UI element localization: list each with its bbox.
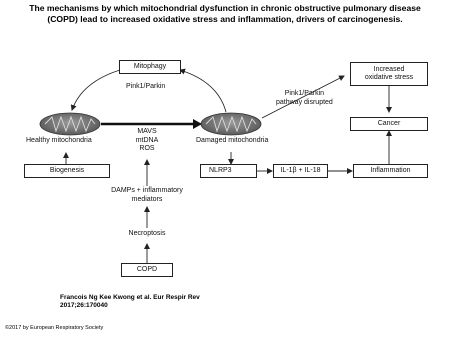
citation-line-2: 2017;26:170040 xyxy=(60,302,108,309)
title-line-1: The mechanisms by which mitochondrial dysfunction in chronic obstructive pulmonary disease xyxy=(29,3,421,13)
damps-label xyxy=(104,187,190,204)
damaged-mitochondria-label: Damaged mitochondria xyxy=(196,137,269,144)
arrow-damaged-to-mitophagy xyxy=(180,70,226,112)
copyright-notice: ©2017 by European Respiratory Society xyxy=(5,325,104,331)
mavs-label-group xyxy=(128,128,166,154)
damaged-mitochondrion-icon xyxy=(201,113,261,135)
damps-line-1: DAMPs + inflammatory xyxy=(111,187,183,194)
ros-label: ROS xyxy=(139,145,155,152)
pathway-disrupted-line-2: pathway disrupted xyxy=(276,98,333,106)
pink1-parkin-label: Pink1/Parkin xyxy=(126,83,166,90)
mavs-label: MAVS xyxy=(137,128,157,135)
nlrp3-box: NLRP3 xyxy=(200,164,257,178)
oxidative-stress-line-1: Increased xyxy=(373,65,405,73)
mtdna-label: mtDNA xyxy=(135,136,159,144)
citation xyxy=(60,294,200,310)
pathway-disrupted-label xyxy=(276,90,333,107)
arrow-mitophagy-to-healthy xyxy=(72,70,120,110)
copd-box: COPD xyxy=(121,263,173,277)
healthy-mitochondrion-icon xyxy=(40,113,100,135)
citation-line-1: Francois Ng Kee Kwong et al. Eur Respir Rev xyxy=(60,294,200,301)
title-line-2: (COPD) lead to increased oxidative stress and inflammation, drivers of carcinogenesis. xyxy=(47,13,403,24)
oxidative-stress-line-2: oxidative stress xyxy=(364,74,414,81)
oxidative-stress-box xyxy=(350,62,428,86)
arrowhead-healthy-to-damaged xyxy=(193,119,202,129)
mitophagy-box: Mitophagy xyxy=(119,60,181,74)
biogenesis-box: Biogenesis xyxy=(24,164,110,178)
cancer-box: Cancer xyxy=(350,117,428,131)
damps-line-2: mediators xyxy=(131,195,163,203)
inflammation-box: Inflammation xyxy=(353,164,428,178)
necroptosis-label: Necroptosis xyxy=(128,230,166,237)
healthy-mitochondria-label: Healthy mitochondria xyxy=(26,137,92,144)
il-box: IL-1β + IL-18 xyxy=(273,164,328,178)
pathway-disrupted-line-1: Pink1/Parkin xyxy=(284,90,325,97)
